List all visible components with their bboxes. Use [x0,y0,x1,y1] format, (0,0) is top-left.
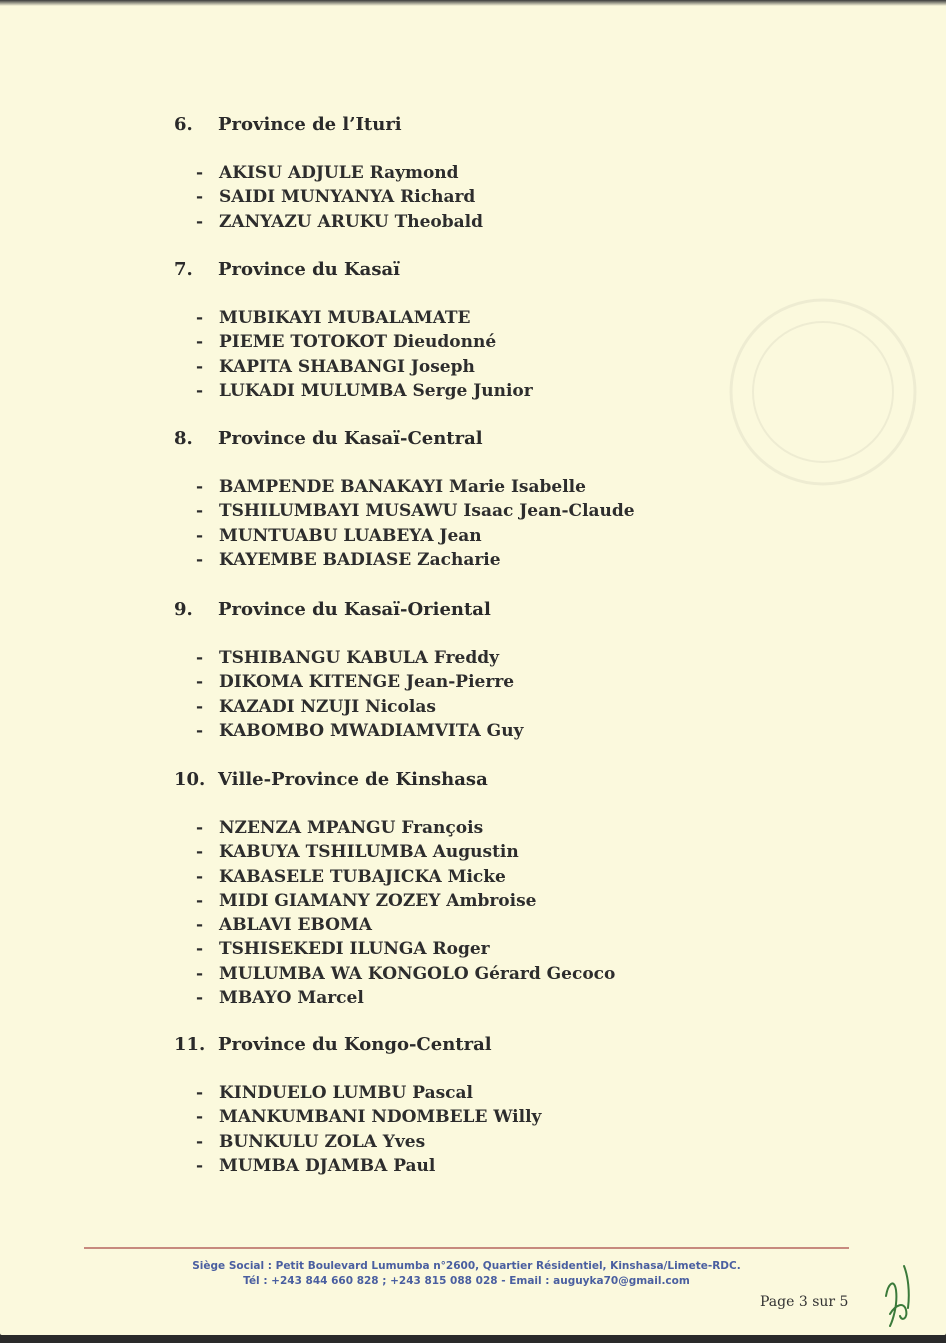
list-item [196,1154,541,1178]
member-name: TSHISEKEDI ILUNGA Roger [219,939,490,960]
list-dash: - [196,380,204,401]
list-item [196,210,483,234]
list-dash: - [196,696,204,717]
member-name: SAIDI MUNYANYA Richard [219,187,476,208]
list-item [196,986,615,1010]
list-dash: - [196,648,204,668]
section-number: 10. [174,769,206,790]
list-dash: - [196,818,204,838]
list-dash: - [196,549,204,570]
section-heading [174,427,635,451]
section-title: Ville-Province de Kinshasa [218,769,488,790]
list-dash: - [196,501,204,522]
list-item [196,646,523,670]
list-dash: - [196,1083,204,1103]
member-name: TSHILUMBAYI MUSAWU Isaac Jean-Claude [219,501,635,522]
section-heading [174,598,523,622]
list-item [196,1130,541,1154]
list-item [196,330,533,354]
province-section [174,598,523,743]
footer-address: Siège Social : Petit Boulevard Lumumba n°2600, Quartier Résidentiel, Kinshasa/Limete-RDC. [192,1260,741,1272]
member-name: PIEME TOTOKOT Dieudonné [219,332,497,353]
list-item [196,695,523,719]
name-list [196,306,533,403]
list-dash: - [196,890,204,911]
list-dash: - [196,308,204,328]
section-number: 6. [174,114,193,135]
name-list [196,816,615,1010]
list-item [196,937,615,961]
member-name: ABLAVI EBOMA [219,915,372,936]
section-title: Province de l’Ituri [218,114,402,135]
section-title: Province du Kasaï-Central [218,428,483,449]
list-item [196,548,635,572]
list-dash: - [196,963,204,984]
member-name: KAZADI NZUJI Nicolas [219,696,436,717]
list-dash: - [196,672,204,693]
list-dash: - [196,939,204,960]
list-item [196,161,483,185]
footer-divider [84,1247,849,1249]
section-title: Province du Kasaï [218,259,400,280]
member-name: MANKUMBANI NDOMBELE Willy [219,1107,542,1128]
list-item [196,816,615,840]
member-name: DIKOMA KITENGE Jean-Pierre [219,672,515,693]
list-dash: - [196,163,204,183]
list-dash: - [196,332,204,353]
list-item [196,499,635,523]
member-name: MUMBA DJAMBA Paul [219,1155,436,1176]
list-dash: - [196,842,204,863]
list-item [196,1105,541,1129]
page-number: Page 3 sur 5 [760,1294,849,1310]
province-section [174,113,483,234]
list-item [196,185,483,209]
member-name: KABOMBO MWADIAMVITA Guy [219,720,524,741]
list-dash: - [196,1107,204,1128]
list-dash: - [196,525,204,546]
embossed-seal-icon [718,292,928,492]
member-name: TSHIBANGU KABULA Freddy [219,648,500,668]
list-item [196,306,533,330]
name-list [196,1081,541,1178]
member-name: MUNTUABU LUABEYA Jean [219,525,482,546]
footer [84,1259,849,1289]
member-name: LUKADI MULUMBA Serge Junior [219,380,533,401]
list-item [196,865,615,889]
list-item [196,719,523,743]
list-item [196,840,615,864]
member-name: MBAYO Marcel [219,988,364,1009]
member-name: KABASELE TUBAJICKA Micke [219,866,506,887]
list-item [196,355,533,379]
list-dash: - [196,477,204,497]
member-name: KAPITA SHABANGI Joseph [219,356,475,377]
member-name: ZANYAZU ARUKU Theobald [219,211,483,232]
member-name: BAMPENDE BANAKAYI Marie Isabelle [219,477,586,497]
name-list [196,646,523,743]
section-number: 8. [174,428,193,449]
section-heading [174,113,483,137]
member-name: KABUYA TSHILUMBA Augustin [219,842,519,863]
list-dash: - [196,915,204,936]
footer-contact: Tél : +243 844 660 828 ; +243 815 088 028 - Email : auguyka70@gmail.com [243,1275,690,1287]
province-section [174,258,533,403]
section-heading [174,1033,541,1057]
name-list [196,475,635,572]
member-name: KAYEMBE BADIASE Zacharie [219,549,501,570]
list-item [196,379,533,403]
member-name: BUNKULU ZOLA Yves [219,1131,426,1152]
member-name: NZENZA MPANGU François [219,818,484,838]
section-title: Province du Kongo-Central [218,1034,492,1055]
list-dash: - [196,187,204,208]
section-title: Province du Kasaï-Oriental [218,599,491,620]
list-item [196,475,635,499]
member-name: MULUMBA WA KONGOLO Gérard Gecoco [219,963,616,984]
page-top-edge [0,0,946,6]
section-heading [174,258,533,282]
province-section [174,1033,541,1178]
list-dash: - [196,211,204,232]
list-dash: - [196,720,204,741]
section-number: 9. [174,599,193,620]
member-name: MIDI GIAMANY ZOZEY Ambroise [219,890,537,911]
list-item [196,913,615,937]
name-list [196,161,483,234]
section-number: 11. [174,1034,206,1055]
member-name: AKISU ADJULE Raymond [219,163,459,183]
list-dash: - [196,356,204,377]
list-dash: - [196,1155,204,1176]
list-item [196,1081,541,1105]
list-item [196,524,635,548]
member-name: KINDUELO LUMBU Pascal [219,1083,473,1103]
member-name: MUBIKAYI MUBALAMATE [219,308,471,328]
list-item [196,962,615,986]
list-dash: - [196,988,204,1009]
signature-icon [880,1256,920,1336]
list-dash: - [196,866,204,887]
section-heading [174,768,615,792]
list-item [196,670,523,694]
province-section [174,427,635,572]
province-section [174,768,615,1010]
section-number: 7. [174,259,193,280]
list-dash: - [196,1131,204,1152]
list-item [196,889,615,913]
